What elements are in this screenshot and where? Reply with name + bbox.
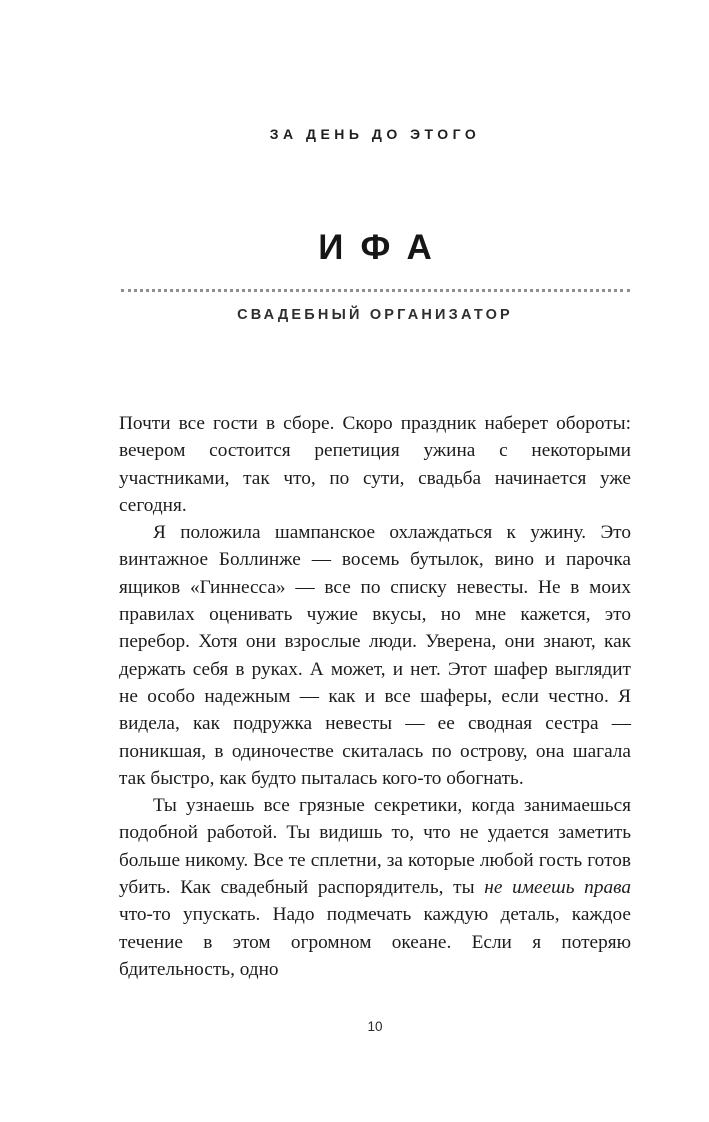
- paragraph-text: что-то упускать. Надо подмечать каждую деталь, каждое течение в этом огромном океане. Если я потеряю бдительность, одно: [119, 904, 631, 980]
- running-head: ЗА ДЕНЬ ДО ЭТОГО: [269, 126, 481, 142]
- paragraph: [119, 792, 631, 983]
- paragraph-text: Ты узнаешь все грязные секретики, когда занимаешься подобной работой. Ты видишь то, что не удается заметить больше никому. Все те сплетни, за которые любой гость готов убить. Как свадебный распорядитель, ты: [119, 795, 631, 899]
- body-text: [119, 410, 631, 983]
- paragraph: Почти все гости в сборе. Скоро праздник наберет обороты: вечером состоится репетиция ужина с некоторыми участниками, так что, по сути, свадьба начинается уже сегодня.: [119, 413, 631, 516]
- chapter-title: ИФА: [318, 228, 449, 267]
- italic-phrase: не имеешь права: [484, 877, 631, 899]
- page-number: 10: [367, 1019, 383, 1034]
- chapter-subtitle: СВАДЕБНЫЙ ОРГАНИЗАТОР: [237, 307, 513, 323]
- paragraph: Я положила шампанское охлаждаться к ужину. Это винтажное Боллинже — восемь бутылок, вино и парочка ящиков «Гиннесса» — все по списку невесты. Не в моих правилах оценивать чужие вкусы, но мне кажется, это перебор. Хотя они взрослые люди. Уверена, они знают, как держать себя в руках. А может, и нет. Этот шафер выглядит не особо надежным — как и все шаферы, если честно. Я видела, как подружка невесты — ее сводная сестра — поникшая, в одиночестве скиталась по острову, она шагала так быстро, как будто пыталась кого-то обогнать.: [119, 522, 631, 789]
- dotted-divider: [121, 289, 630, 292]
